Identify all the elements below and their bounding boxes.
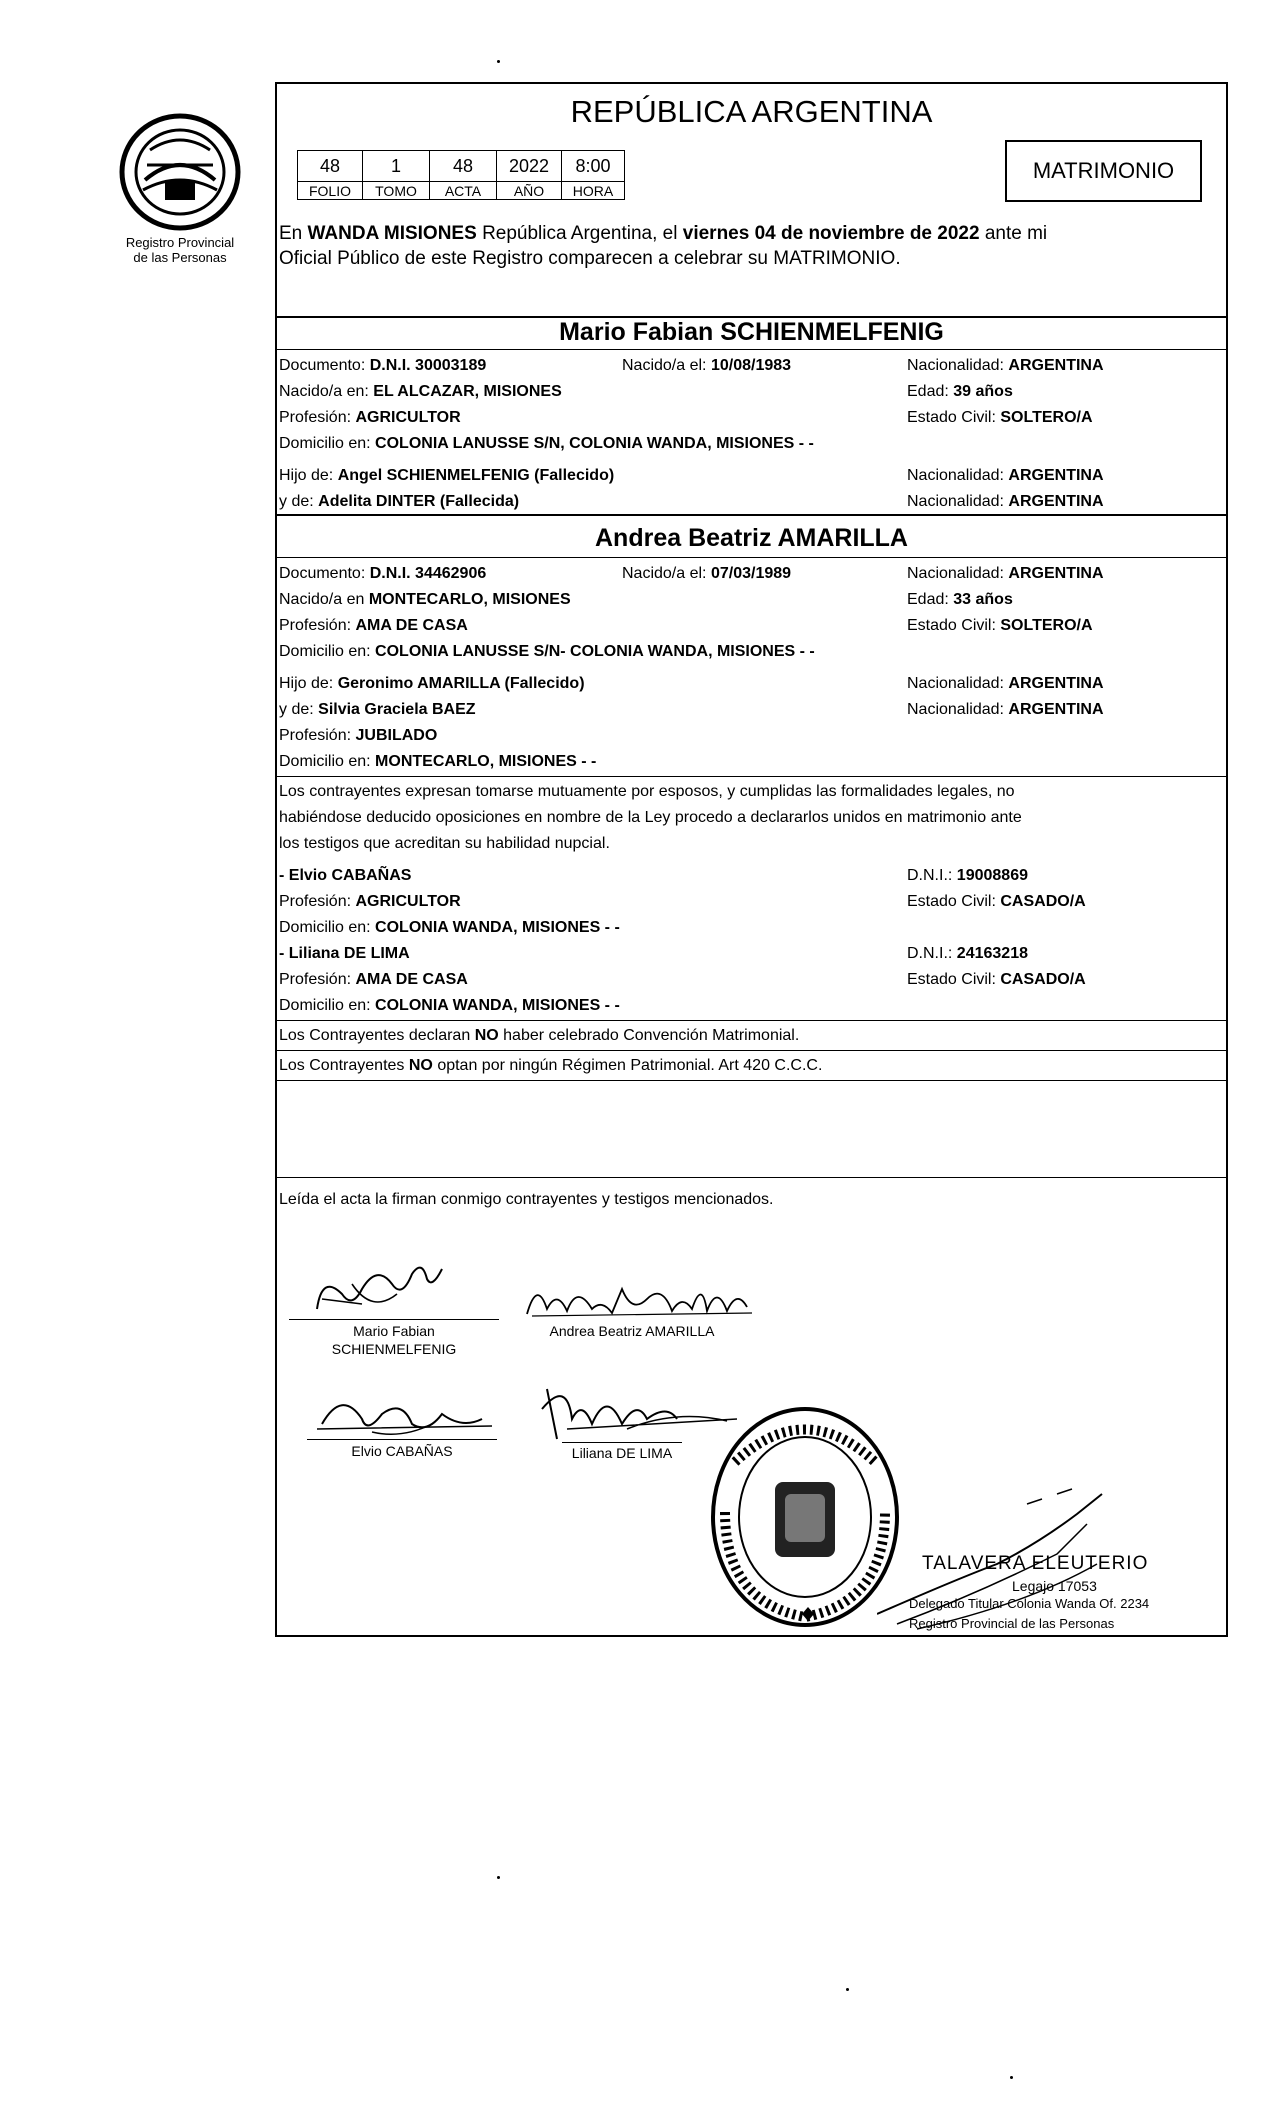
witness2-domicilio: Domicilio en: COLONIA WANDA, MISIONES - - xyxy=(279,997,620,1014)
witness2-profesion: Profesión: AMA DE CASA xyxy=(279,971,468,988)
spouse1-edad: Edad: 39 años xyxy=(907,383,1013,400)
folio-value: 48 xyxy=(298,151,363,182)
spouse2-nacido-el: Nacido/a el: 07/03/1989 xyxy=(622,565,792,582)
officer-registry: Registro Provincial de las Personas xyxy=(909,1616,1115,1631)
intro-date: viernes 04 de noviembre de 2022 xyxy=(682,223,980,244)
convencion-line-b: Los Contrayentes NO optan por ningún Régimen Patrimonial. Art 420 C.C.C. xyxy=(279,1057,823,1074)
section-divider xyxy=(277,514,1226,516)
record-reference-table xyxy=(297,150,625,200)
ano-value: 2022 xyxy=(497,151,562,182)
intro-line1: En WANDA MISIONES República Argentina, el viernes 04 de noviembre de 2022 ante mi xyxy=(279,223,1048,244)
official-stamp-icon xyxy=(705,1402,905,1632)
acta-label: ACTA xyxy=(430,182,497,200)
officer-legajo: Legajo 17053 xyxy=(1012,1578,1097,1594)
scan-speck xyxy=(1010,2076,1013,2079)
officer-title: Delegado Titular Colonia Wanda Of. 2234 xyxy=(909,1596,1150,1611)
witness2-name: - Liliana DE LIMA xyxy=(279,945,410,962)
acta-value: 48 xyxy=(430,151,497,182)
signature-line xyxy=(562,1442,682,1443)
spouse2-madre-domicilio: Domicilio en: MONTECARLO, MISIONES - - xyxy=(279,753,597,770)
signature-caption-andrea: Andrea Beatriz AMARILLA xyxy=(549,1323,715,1339)
spouse2-edad: Edad: 33 años xyxy=(907,591,1013,608)
signature-caption-liliana: Liliana DE LIMA xyxy=(571,1445,673,1461)
tomo-value: 1 xyxy=(363,151,430,182)
declaration-line2: habiéndose deducido oposiciones en nombre de la Ley procedo a declararlos unidos en matrimonio ante xyxy=(279,809,1022,826)
convencion-line-a: Los Contrayentes declaran NO haber celebrado Convención Matrimonial. xyxy=(279,1027,800,1044)
spouse1-nacido-en: Nacido/a en: EL ALCAZAR, MISIONES xyxy=(279,383,562,400)
officer-name: TALAVERA ELEUTERIO xyxy=(922,1553,1149,1574)
signature-caption-mario: Mario Fabian SCHIENMELFENIG xyxy=(331,1323,457,1357)
section-divider xyxy=(277,1080,1226,1081)
spouse2-madre: y de: Silvia Graciela BAEZ xyxy=(279,701,476,718)
scan-speck xyxy=(497,60,500,63)
folio-label: FOLIO xyxy=(298,182,363,200)
spouse2-estado-civil: Estado Civil: SOLTERO/A xyxy=(907,617,1093,634)
spouse2-domicilio: Domicilio en: COLONIA LANUSSE S/N- COLONIA WANDA, MISIONES - - xyxy=(279,643,815,660)
spouse1-padre-nacionalidad: Nacionalidad: ARGENTINA xyxy=(907,467,1104,484)
spouse2-documento: Documento: D.N.I. 34462906 xyxy=(279,565,487,582)
witness1-estado-civil: Estado Civil: CASADO/A xyxy=(907,893,1086,910)
spouse2-madre-nacionalidad: Nacionalidad: ARGENTINA xyxy=(907,701,1104,718)
spouse2-nacionalidad: Nacionalidad: ARGENTINA xyxy=(907,565,1104,582)
spouse2-padre-nacionalidad: Nacionalidad: ARGENTINA xyxy=(907,675,1104,692)
ano-label: AÑO xyxy=(497,182,562,200)
signature-mario-icon xyxy=(302,1254,502,1324)
declaration-line1: Los contrayentes expresan tomarse mutuamente por esposos, y cumplidas las formalidades legales, no xyxy=(279,783,1015,800)
intro-line2: Oficial Público de este Registro comparecen a celebrar su MATRIMONIO. xyxy=(279,248,901,269)
section-divider xyxy=(277,1177,1226,1178)
hora-value: 8:00 xyxy=(562,151,625,182)
record-type-box xyxy=(1005,140,1202,202)
spouse1-madre: y de: Adelita DINTER (Fallecida) xyxy=(279,493,520,510)
witness2-estado-civil: Estado Civil: CASADO/A xyxy=(907,971,1086,988)
scan-speck xyxy=(846,1988,849,1991)
signature-caption-elvio: Elvio CABAÑAS xyxy=(351,1443,453,1459)
spouse1-madre-nacionalidad: Nacionalidad: ARGENTINA xyxy=(907,493,1104,510)
marriage-certificate-form xyxy=(275,82,1228,1637)
witness1-profesion: Profesión: AGRICULTOR xyxy=(279,893,461,910)
registry-logo xyxy=(80,110,280,265)
spouse1-estado-civil: Estado Civil: SOLTERO/A xyxy=(907,409,1093,426)
closing-text: Leída el acta la firman conmigo contrayentes y testigos mencionados. xyxy=(279,1191,774,1208)
spouse2-profesion: Profesión: AMA DE CASA xyxy=(279,617,468,634)
section-divider xyxy=(277,557,1226,558)
spouse1-name: Mario Fabian SCHIENMELFENIG xyxy=(559,318,944,346)
section-divider xyxy=(277,349,1226,350)
spouse1-profesion: Profesión: AGRICULTOR xyxy=(279,409,461,426)
witness2-dni: D.N.I.: 24163218 xyxy=(907,945,1028,962)
witness1-domicilio: Domicilio en: COLONIA WANDA, MISIONES - - xyxy=(279,919,620,936)
intro-place: WANDA MISIONES xyxy=(307,223,477,244)
logo-caption-line2: de las Personas xyxy=(133,250,227,265)
section-divider xyxy=(277,1020,1226,1021)
spouse2-nacido-en: Nacido/a en MONTECARLO, MISIONES xyxy=(279,591,571,608)
signature-line xyxy=(307,1439,497,1440)
spouse2-name: Andrea Beatriz AMARILLA xyxy=(595,524,908,552)
signature-line xyxy=(289,1319,499,1320)
witness1-name: - Elvio CABAÑAS xyxy=(279,867,412,884)
tomo-label: TOMO xyxy=(363,182,430,200)
spouse1-nacido-el: Nacido/a el: 10/08/1983 xyxy=(622,357,792,374)
spouse2-padre: Hijo de: Geronimo AMARILLA (Fallecido) xyxy=(279,675,585,692)
signature-elvio-icon xyxy=(312,1384,512,1444)
spouse1-nacionalidad: Nacionalidad: ARGENTINA xyxy=(907,357,1104,374)
hora-label: HORA xyxy=(562,182,625,200)
scan-speck xyxy=(497,1876,500,1879)
document-title: REPÚBLICA ARGENTINA xyxy=(570,94,933,129)
witness1-dni: D.N.I.: 19008869 xyxy=(907,867,1028,884)
spouse1-padre: Hijo de: Angel SCHIENMELFENIG (Fallecido) xyxy=(279,467,615,484)
declaration-line3: los testigos que acreditan su habilidad nupcial. xyxy=(279,835,610,852)
logo-caption-line1: Registro Provincial xyxy=(125,235,235,250)
section-divider xyxy=(277,776,1226,777)
spouse1-documento: Documento: D.N.I. 30003189 xyxy=(279,357,487,374)
spouse2-madre-profesion: Profesión: JUBILADO xyxy=(279,727,438,744)
signature-andrea-icon xyxy=(522,1269,762,1324)
province-seal-icon xyxy=(115,110,245,235)
section-divider xyxy=(277,1050,1226,1051)
spouse1-domicilio: Domicilio en: COLONIA LANUSSE S/N, COLONIA WANDA, MISIONES - - xyxy=(279,435,814,452)
record-type: MATRIMONIO xyxy=(1032,158,1175,183)
